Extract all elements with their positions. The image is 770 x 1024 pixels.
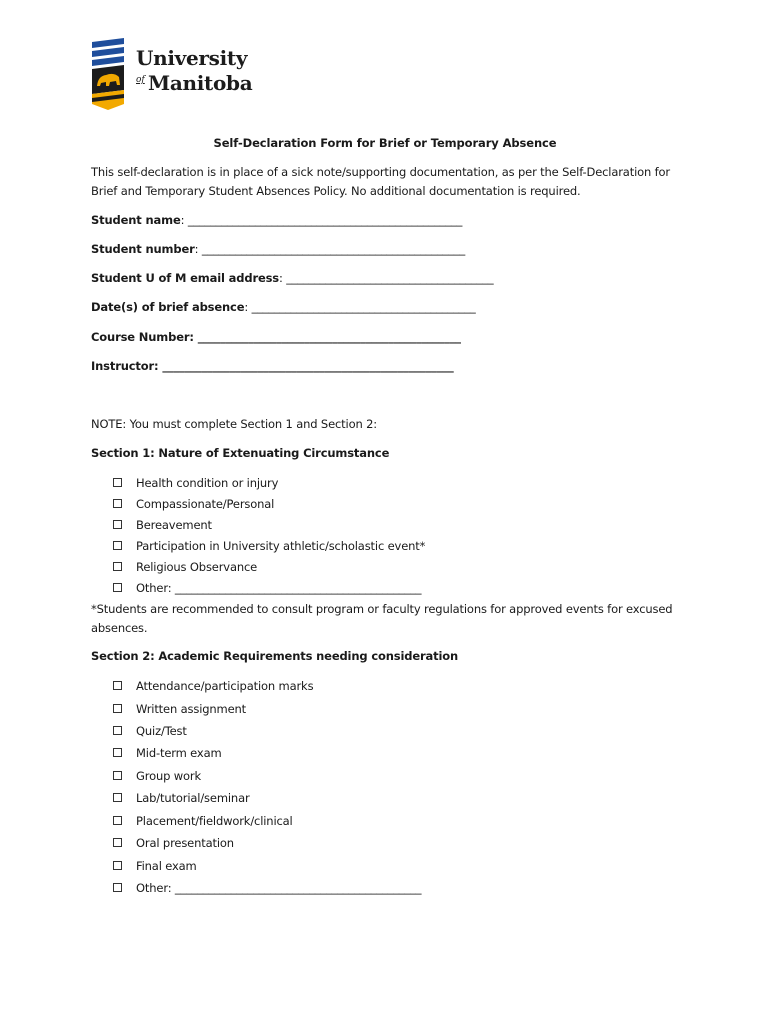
checkbox[interactable] <box>113 499 122 508</box>
university-logo <box>90 38 253 110</box>
checkbox-label[interactable]: Other: ____________________________________________ <box>136 581 422 595</box>
intro-paragraph: This self-declaration is in place of a sick note/supporting documentation, as per the Self-Declaration for Brief and Temporary Student Absences Policy. No additional documentation is required. <box>91 165 671 198</box>
instructor-line[interactable]: ____________________________________________________ <box>158 359 454 373</box>
email-field[interactable] <box>91 271 493 285</box>
checkbox-label: Written assignment <box>136 702 247 716</box>
checkbox[interactable] <box>113 861 122 870</box>
checkbox[interactable] <box>113 520 122 529</box>
checkbox-label: Group work <box>136 769 201 783</box>
form-title: Self-Declaration Form for Brief or Temporary Absence <box>213 136 557 150</box>
checkbox[interactable] <box>113 771 122 780</box>
course-number-field[interactable] <box>91 330 461 344</box>
checkbox[interactable] <box>113 562 122 571</box>
checkbox-label: Religious Observance <box>136 560 258 574</box>
checkbox-label: Mid-term exam <box>136 746 222 760</box>
section1-heading: Section 1: Nature of Extenuating Circumstance <box>91 446 390 460</box>
section2-heading: Section 2: Academic Requirements needing consideration <box>91 649 459 663</box>
absence-dates-line[interactable]: : ________________________________________ <box>244 300 476 314</box>
checkbox[interactable] <box>113 681 122 690</box>
checkbox[interactable] <box>113 838 122 847</box>
checkbox-label: Bereavement <box>136 518 212 532</box>
checkbox-label: Health condition or injury <box>136 476 279 490</box>
course-number-label: Course Number: <box>91 330 194 344</box>
student-name-line[interactable]: : _________________________________________________ <box>180 213 463 227</box>
checkbox[interactable] <box>113 726 122 735</box>
section-note: NOTE: You must complete Section 1 and Section 2: <box>91 417 377 431</box>
student-name-label: Student name <box>91 213 181 227</box>
logo-wordmark-of: of <box>136 75 145 85</box>
logo-wordmark-university: University <box>136 46 248 70</box>
checkbox[interactable] <box>113 583 122 592</box>
checkbox[interactable] <box>113 816 122 825</box>
student-number-field[interactable] <box>91 242 465 256</box>
checkbox[interactable] <box>113 541 122 550</box>
absence-dates-label: Date(s) of brief absence <box>91 300 245 314</box>
checkbox-label: Final exam <box>136 859 197 873</box>
logo-wordmark-manitoba: Manitoba <box>148 71 253 95</box>
email-line[interactable]: : _____________________________________ <box>279 271 494 285</box>
absence-dates-field[interactable] <box>91 300 476 314</box>
checkbox-label: Oral presentation <box>136 836 234 850</box>
student-name-field[interactable] <box>91 213 462 227</box>
checkbox-label: Placement/fieldwork/clinical <box>136 814 293 828</box>
checkbox[interactable] <box>113 793 122 802</box>
email-label: Student U of M email address <box>91 271 279 285</box>
checkbox[interactable] <box>113 748 122 757</box>
student-number-line[interactable]: : _______________________________________________ <box>194 242 466 256</box>
checkbox[interactable] <box>113 883 122 892</box>
instructor-label: Instructor: <box>91 359 159 373</box>
instructor-field[interactable] <box>91 359 454 373</box>
checkbox[interactable] <box>113 704 122 713</box>
checkbox-label: Lab/tutorial/seminar <box>136 791 250 805</box>
checkbox[interactable] <box>113 478 122 487</box>
checkbox-label: Attendance/participation marks <box>136 679 314 693</box>
section1-footnote: *Students are recommended to consult program or faculty regulations for approved events for excused absences. <box>91 602 673 635</box>
student-number-label: Student number <box>91 242 195 256</box>
checkbox-label: Quiz/Test <box>136 724 187 738</box>
checkbox-label: Compassionate/Personal <box>136 497 275 511</box>
checkbox-label: Participation in University athletic/scholastic event* <box>136 539 426 553</box>
bison-crest-icon <box>90 38 130 110</box>
checkbox-label[interactable]: Other: ____________________________________________ <box>136 881 422 895</box>
course-number-line[interactable]: _______________________________________________ <box>193 330 461 344</box>
